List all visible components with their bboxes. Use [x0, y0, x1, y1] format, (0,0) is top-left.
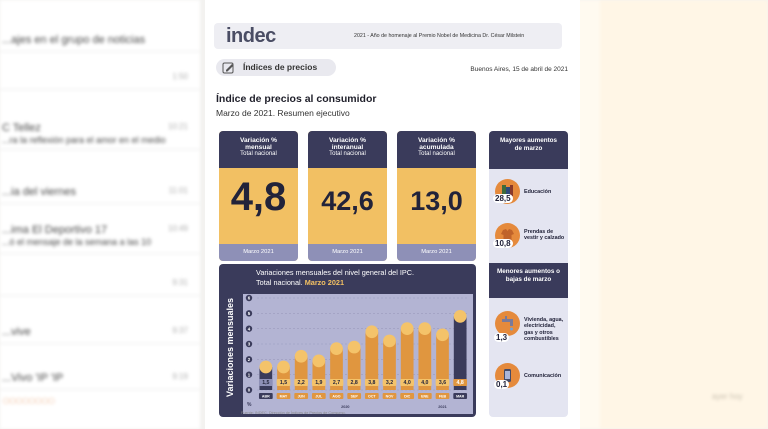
kpi-period: Marzo 2021: [219, 244, 298, 261]
y-tick-label: 4: [247, 326, 251, 332]
chart-ylabel-wrap: [220, 264, 240, 417]
kpi-period: Marzo 2021: [308, 244, 387, 261]
category-label: ENE: [421, 394, 429, 399]
bar-cap: [330, 342, 343, 355]
bar-cap: [454, 310, 467, 323]
category-label: MAR: [456, 394, 465, 399]
lowest-increases-header: Menores aumentos o bajas de marzo: [489, 263, 568, 298]
category-label: MAY: [279, 394, 288, 399]
category-value: 28,5: [495, 194, 511, 203]
y-tick-label: 0: [247, 387, 251, 393]
background-row: ...ia del viernes 11:01: [0, 186, 200, 204]
category-value: 1,3: [496, 333, 508, 342]
top-increases-header: Mayores aumentos de marzo: [489, 131, 568, 169]
bar-cap: [383, 335, 396, 348]
bar-cap: [418, 322, 431, 335]
value-label: 3,2: [385, 380, 394, 386]
kpi-header: Variación % interanual Total nacional: [308, 131, 387, 168]
document-subtitle: Marzo de 2021. Resumen ejecutivo: [216, 108, 350, 118]
category-label: JUL: [315, 394, 323, 399]
kpi-card-mensual: [219, 131, 298, 261]
background-chat-list: [0, 0, 200, 429]
category-name: Vivienda, agua, electricidad, gas y otros combustibles: [524, 317, 564, 342]
y-tick-label: 5: [247, 310, 251, 316]
value-label: 1,5: [262, 380, 270, 386]
background-row: ...ajes en el grupo de noticias: [0, 34, 200, 52]
value-label: 4,0: [403, 380, 411, 386]
background-row: 1:50: [0, 72, 200, 90]
chart-plot: [243, 294, 473, 414]
category-label: OCT: [368, 394, 376, 399]
bar-cap: [401, 322, 414, 335]
value-label: 2,8: [350, 380, 358, 386]
category-name: Educación: [524, 189, 552, 195]
bar-cap: [312, 355, 325, 368]
category-name: Prendas de vestir y calzado: [524, 229, 565, 242]
year-label: 2021: [438, 405, 447, 409]
bar-cap: [277, 361, 290, 374]
y-tick-label: 2: [247, 356, 251, 362]
category-value: 0,1: [496, 380, 508, 389]
category-label: JUN: [297, 394, 305, 399]
category-value: 10,8: [495, 239, 511, 248]
side-panel: [489, 131, 568, 417]
chart-title-line2: Total nacional.: [256, 277, 303, 287]
bar-cap: [365, 325, 378, 338]
kpi-value: 4,8: [230, 175, 287, 219]
y-unit-label: %: [247, 402, 252, 408]
value-label: 2,2: [297, 380, 305, 386]
kpi-value: 13,0: [410, 186, 463, 216]
kpi-card-acumulada: [397, 131, 476, 261]
document-title: Índice de precios al consumidor: [216, 93, 377, 105]
y-tick-label: 6: [247, 295, 251, 301]
category-name: Comunicación: [524, 373, 562, 379]
category-label: FEB: [438, 394, 447, 399]
kpi-value: 42,6: [321, 186, 374, 216]
kpi-header: Variación % acumulada Total nacional: [397, 131, 476, 168]
background-right-column: [600, 0, 768, 429]
bar: [454, 316, 467, 390]
bar-cap: [348, 341, 361, 354]
source-note: Fuente: INDEC. Dirección de Índices de Precios de Consumo.: [241, 411, 346, 415]
value-label: 2,7: [332, 380, 341, 386]
category-label: DIC: [404, 394, 411, 399]
chart-title-highlight: Marzo 2021: [304, 277, 345, 287]
bar-cap: [259, 361, 272, 374]
kpi-card-interanual: [308, 131, 387, 261]
background-row: 9:31: [0, 278, 200, 296]
background-row: ...vive 9:37: [0, 326, 200, 344]
document-page: [205, 0, 580, 429]
category-label: SEP: [350, 394, 358, 399]
place-date: Buenos Aires, 15 de abril de 2021: [470, 66, 568, 73]
kpi-period: Marzo 2021: [397, 244, 476, 261]
indec-logo: indec: [226, 25, 276, 47]
bar-cap: [295, 350, 308, 363]
chart-ylabel: Variaciones mensuales: [225, 297, 235, 397]
monthly-ipc-chart: [219, 264, 476, 417]
background-right-text: ayer hoy: [712, 392, 743, 401]
y-tick-label: 3: [247, 341, 251, 347]
pencil-icon: [222, 61, 235, 74]
value-label: 1,9: [315, 380, 323, 386]
y-tick-label: 1: [247, 372, 251, 378]
bar-cap: [436, 328, 449, 341]
background-row: ...Vivo 'IP 'IP 9:19: [0, 372, 200, 390]
value-label: 3,8: [368, 380, 376, 386]
year-label: 2020: [341, 405, 350, 409]
background-row: ...ima El Deportivo 17 10:49 ...ó el mensaje de la semana a las 10: [0, 224, 200, 254]
value-label: 3,6: [438, 380, 447, 386]
chart-title: [256, 268, 414, 287]
background-row: C Tellez 10:21 ...ra la reflexión para el amor en el medio: [0, 122, 200, 150]
value-label: 1,5: [279, 380, 288, 386]
category-label: NOV: [385, 394, 394, 399]
value-label: 4,0: [421, 380, 429, 386]
header-bar: [214, 23, 562, 49]
chart-title-line1: Variaciones mensuales del nivel general del IPC.: [256, 268, 415, 277]
background-dots: ○○○○○○○○: [2, 392, 54, 408]
homage-text: 2021 - Año de homenaje al Premio Nobel de Medicina Dr. César Milstein: [354, 33, 525, 39]
value-label: 4,8: [456, 380, 464, 386]
category-label: AGO: [332, 394, 341, 399]
kpi-header: Variación % mensual Total nacional: [219, 131, 298, 168]
section-pill: [216, 59, 336, 76]
category-label: ABR: [261, 394, 270, 399]
section-pill-label: Índices de precios: [243, 62, 318, 72]
